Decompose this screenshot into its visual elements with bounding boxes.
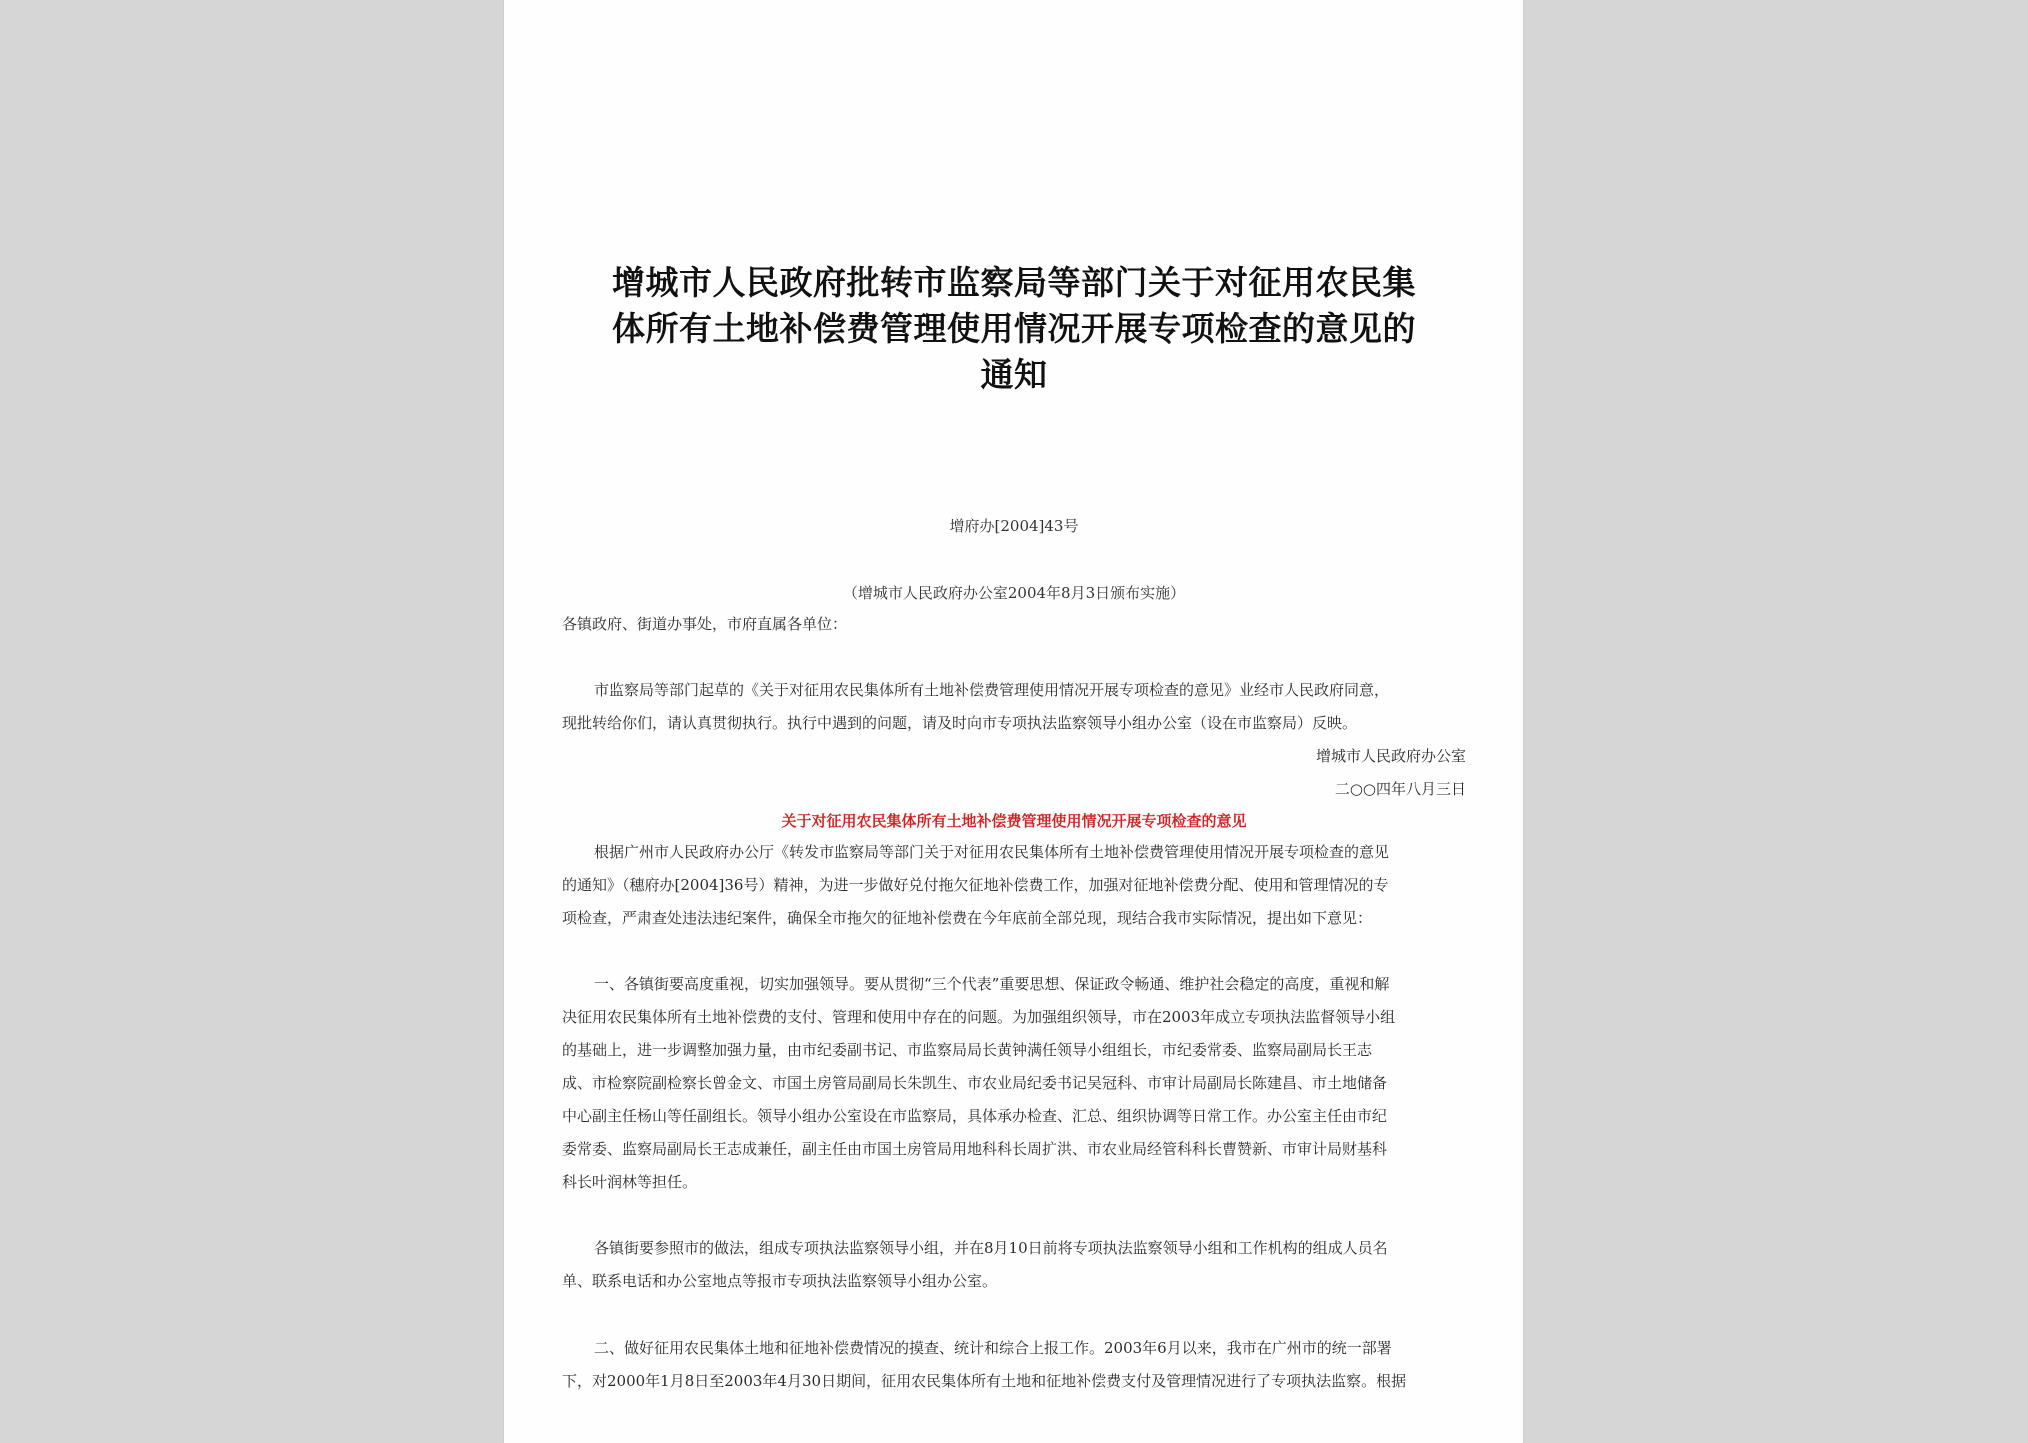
signature-org: 增城市人民政府办公室 (1315, 747, 1466, 765)
attachment-heading: 关于对征用农民集体所有土地补偿费管理使用情况开展专项检查的意见 (781, 812, 1247, 830)
paragraph-line: 的通知》（穗府办[2004]36号）精神，为进一步做好兑付拖欠征地补偿费工作，加强对征地补偿费分配、使用和管理情况的专 (562, 876, 1389, 894)
signature-date: 二○○四年八月三日 (1334, 780, 1466, 798)
title-line: 体所有土地补偿费管理使用情况开展专项检查的意见的 (612, 309, 1416, 348)
paragraph-line: 决征用农民集体所有土地补偿费的支付、管理和使用中存在的问题。为加强组织领导，市在2003年成立专项执法监督领导小组 (562, 1008, 1396, 1026)
paragraph-line: 下，对2000年1月8日至2003年4月30日期间，征用农民集体所有土地和征地补偿费支付及管理情况进行了专项执法监察。根据 (562, 1372, 1407, 1390)
document-number: 增府办[2004]43号 (949, 517, 1079, 535)
section-1-paragraph (562, 968, 1466, 1199)
paragraph-line: 市监察局等部门起草的《关于对征用农民集体所有土地补偿费管理使用情况开展专项检查的意见》业经市人民政府同意， (594, 681, 1390, 699)
addressees-line: 各镇政府、街道办事处，市府直属各单位： (562, 615, 848, 633)
paragraph-line: 二、做好征用农民集体土地和征地补偿费情况的摸查、统计和综合上报工作。2003年6月以来，我市在广州市的统一部署 (594, 1339, 1392, 1357)
paragraph-line: 项检查，严肃查处违法违纪案件，确保全市拖欠的征地补偿费在今年底前全部兑现，现结合我市实际情况，提出如下意见： (562, 909, 1373, 927)
paragraph-line: 科长叶润林等担任。 (562, 1173, 698, 1191)
basis-paragraph (562, 836, 1466, 935)
addressees (562, 608, 1466, 641)
section-1b-paragraph (562, 1232, 1466, 1298)
paragraph-line: 根据广州市人民政府办公厅《转发市监察局等部门关于对征用农民集体所有土地补偿费管理使用情况开展专项检查的意见 (594, 843, 1390, 861)
section-2-paragraph (562, 1332, 1466, 1398)
document-title (562, 260, 1466, 398)
title-line: 通知 (980, 355, 1048, 394)
paragraph-line: 中心副主任杨山等任副组长。领导小组办公室设在市监察局，具体承办检查、汇总、组织协调等日常工作。办公室主任由市纪 (562, 1107, 1388, 1125)
paragraph-line: 单、联系电话和办公室地点等报市专项执法监察领导小组办公室。 (562, 1272, 998, 1290)
paragraph-line: 成、市检察院副检察长曾金文、市国土房管局副局长朱凯生、市农业局纪委书记吴冠科、市审计局副局长陈建昌、市土地储备 (562, 1074, 1388, 1092)
paragraph-line: 一、各镇街要高度重视，切实加强领导。要从贯彻“三个代表”重要思想、保证政令畅通、维护社会稳定的高度，重视和解 (594, 975, 1390, 993)
issued-note: （增城市人民政府办公室2004年8月3日颁布实施） (842, 584, 1186, 602)
intro-paragraph (562, 674, 1466, 740)
signature-block (562, 740, 1466, 806)
paragraph-line: 各镇街要参照市的做法，组成专项执法监察领导小组，并在8月10日前将专项执法监察领导小组和工作机构的组成人员名 (594, 1239, 1388, 1257)
title-line: 增城市人民政府批转市监察局等部门关于对征用农民集 (612, 263, 1416, 302)
document-page (504, 0, 1523, 1443)
paragraph-line: 的基础上，进一步调整加强力量，由市纪委副书记、市监察局局长黄钟满任领导小组组长，市纪委常委、监察局副局长王志 (562, 1041, 1373, 1059)
paragraph-line: 现批转给你们，请认真贯彻执行。执行中遇到的问题，请及时向市专项执法监察领导小组办公室（设在市监察局）反映。 (562, 714, 1358, 732)
paragraph-line: 委常委、监察局副局长王志成兼任，副主任由市国土房管局用地科科长周扩洪、市农业局经管科科长曹赞新、市审计局财基科 (562, 1140, 1388, 1158)
